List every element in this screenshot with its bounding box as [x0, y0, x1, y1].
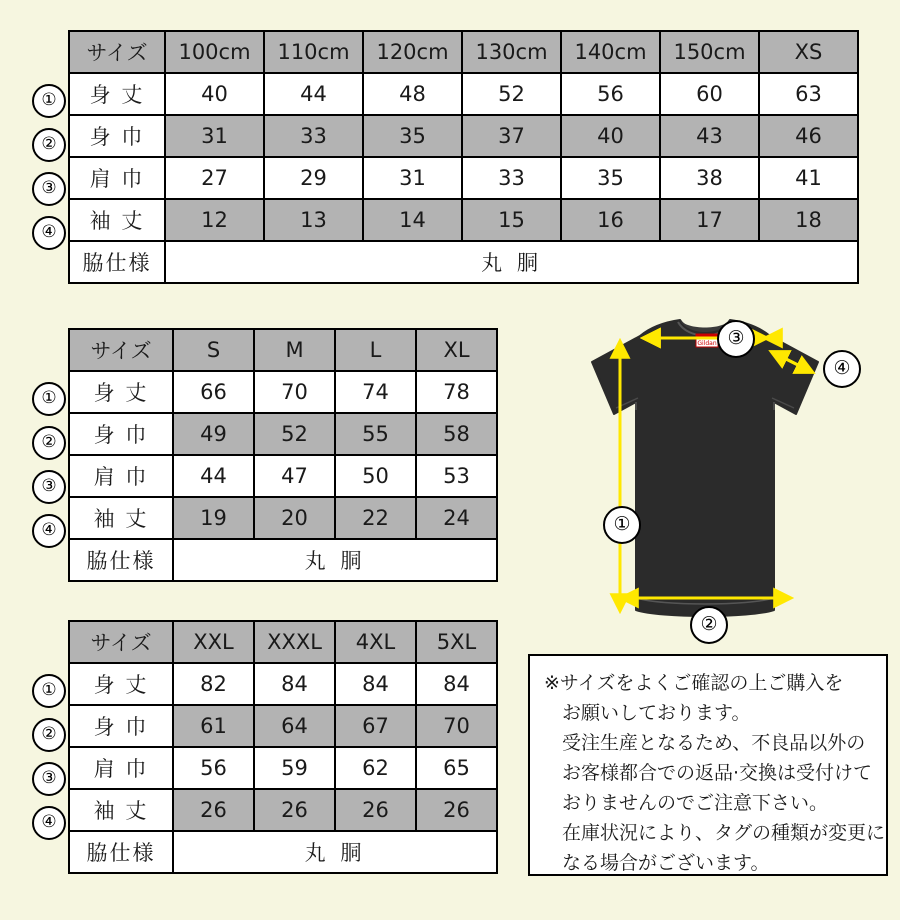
cell: 31 — [165, 115, 264, 157]
cell: 56 — [561, 73, 660, 115]
table-row — [69, 73, 858, 115]
footer-label: 脇仕様 — [69, 539, 173, 581]
cell: 84 — [416, 663, 497, 705]
cell: 31 — [363, 157, 462, 199]
row-marker-1: ① — [32, 674, 66, 708]
row-label: 袖 丈 — [69, 199, 165, 241]
cell: 37 — [462, 115, 561, 157]
cell: 84 — [335, 663, 416, 705]
table-row — [69, 789, 497, 831]
row-label: 身 丈 — [69, 663, 173, 705]
cell: 18 — [759, 199, 858, 241]
diagram-marker-body-length: ① — [603, 506, 641, 544]
header-col-6: XS — [759, 31, 858, 73]
cell: 78 — [416, 371, 497, 413]
cell: 26 — [173, 789, 254, 831]
header-col-3: 5XL — [416, 621, 497, 663]
cell: 58 — [416, 413, 497, 455]
cell: 55 — [335, 413, 416, 455]
header-col-3: XL — [416, 329, 497, 371]
table-row — [69, 199, 858, 241]
cell: 74 — [335, 371, 416, 413]
cell: 47 — [254, 455, 335, 497]
size-table-adult — [68, 328, 498, 582]
row-label: 身 巾 — [69, 115, 165, 157]
cell: 46 — [759, 115, 858, 157]
row-label: 肩 巾 — [69, 747, 173, 789]
table-row — [69, 705, 497, 747]
cell: 35 — [363, 115, 462, 157]
table-header-row — [69, 329, 497, 371]
cell: 40 — [165, 73, 264, 115]
cell: 49 — [173, 413, 254, 455]
row-label: 袖 丈 — [69, 497, 173, 539]
header-col-1: 110cm — [264, 31, 363, 73]
cell: 66 — [173, 371, 254, 413]
table1-marker-column — [28, 30, 72, 330]
cell: 16 — [561, 199, 660, 241]
row-marker-1: ① — [32, 84, 66, 118]
cell: 70 — [416, 705, 497, 747]
cell: 44 — [173, 455, 254, 497]
footer-value: 丸 胴 — [165, 241, 858, 283]
cell: 70 — [254, 371, 335, 413]
header-col-5: 150cm — [660, 31, 759, 73]
row-marker-3: ③ — [32, 470, 66, 504]
svg-text:Gildan: Gildan — [697, 340, 717, 347]
table3-marker-column — [28, 620, 72, 920]
size-table-kids — [68, 30, 859, 284]
note-line-5: おりませんのでご注意下さい。 — [562, 792, 829, 814]
header-col-3: 130cm — [462, 31, 561, 73]
table-footer-row — [69, 241, 858, 283]
diagram-marker-sleeve-length: ④ — [823, 350, 861, 388]
cell: 63 — [759, 73, 858, 115]
diagram-marker-body-width: ② — [690, 606, 728, 644]
footer-value: 丸 胴 — [173, 539, 497, 581]
cell: 19 — [173, 497, 254, 539]
row-label: 身 巾 — [69, 705, 173, 747]
header-col-0: XXL — [173, 621, 254, 663]
note-line-3: 受注生産となるため、不良品以外の — [562, 732, 866, 754]
cell: 14 — [363, 199, 462, 241]
cell: 67 — [335, 705, 416, 747]
cell: 13 — [264, 199, 363, 241]
cell: 53 — [416, 455, 497, 497]
purchase-note-box — [528, 654, 888, 876]
row-marker-2: ② — [32, 128, 66, 162]
note-line-4: お客様都合での返品·交換は受付けて — [562, 762, 873, 784]
cell: 22 — [335, 497, 416, 539]
note-line-2: お願いしております。 — [562, 702, 751, 724]
note-line-6: 在庫状況により、タグの種類が変更に — [562, 822, 886, 844]
cell: 26 — [335, 789, 416, 831]
cell: 43 — [660, 115, 759, 157]
cell: 60 — [660, 73, 759, 115]
footer-label: 脇仕様 — [69, 831, 173, 873]
table-row — [69, 497, 497, 539]
note-line-1: ※サイズをよくご確認の上ご購入を — [544, 672, 844, 694]
table-footer-row — [69, 831, 497, 873]
note-line-7: なる場合がございます。 — [562, 852, 770, 874]
cell: 35 — [561, 157, 660, 199]
cell: 27 — [165, 157, 264, 199]
cell: 33 — [462, 157, 561, 199]
cell: 61 — [173, 705, 254, 747]
row-marker-4: ④ — [32, 216, 66, 250]
row-label: 身 丈 — [69, 73, 165, 115]
header-col-4: 140cm — [561, 31, 660, 73]
row-label: 肩 巾 — [69, 455, 173, 497]
cell: 64 — [254, 705, 335, 747]
cell: 33 — [264, 115, 363, 157]
brand-tag-icon — [696, 334, 718, 347]
cell: 50 — [335, 455, 416, 497]
footer-label: 脇仕様 — [69, 241, 165, 283]
header-col-1: XXXL — [254, 621, 335, 663]
cell: 26 — [254, 789, 335, 831]
table-row — [69, 413, 497, 455]
cell: 52 — [254, 413, 335, 455]
footer-value: 丸 胴 — [173, 831, 497, 873]
cell: 84 — [254, 663, 335, 705]
row-marker-1: ① — [32, 382, 66, 416]
row-label: 身 丈 — [69, 371, 173, 413]
header-size-label: サイズ — [69, 31, 165, 73]
row-marker-4: ④ — [32, 514, 66, 548]
cell: 26 — [416, 789, 497, 831]
row-marker-4: ④ — [32, 806, 66, 840]
row-label: 肩 巾 — [69, 157, 165, 199]
table-row — [69, 157, 858, 199]
cell: 56 — [173, 747, 254, 789]
table-row — [69, 371, 497, 413]
header-col-0: S — [173, 329, 254, 371]
cell: 12 — [165, 199, 264, 241]
cell: 29 — [264, 157, 363, 199]
table-row — [69, 663, 497, 705]
row-label: 身 巾 — [69, 413, 173, 455]
row-marker-3: ③ — [32, 762, 66, 796]
cell: 44 — [264, 73, 363, 115]
row-marker-2: ② — [32, 426, 66, 460]
row-marker-2: ② — [32, 718, 66, 752]
size-table-big — [68, 620, 498, 874]
cell: 52 — [462, 73, 561, 115]
row-label: 袖 丈 — [69, 789, 173, 831]
diagram-marker-shoulder-width: ③ — [717, 320, 755, 358]
cell: 65 — [416, 747, 497, 789]
cell: 82 — [173, 663, 254, 705]
table-row — [69, 455, 497, 497]
header-col-2: L — [335, 329, 416, 371]
tshirt-diagram — [520, 310, 890, 650]
header-col-1: M — [254, 329, 335, 371]
table-footer-row — [69, 539, 497, 581]
cell: 40 — [561, 115, 660, 157]
header-col-2: 4XL — [335, 621, 416, 663]
table-row — [69, 115, 858, 157]
cell: 24 — [416, 497, 497, 539]
cell: 59 — [254, 747, 335, 789]
shirt-shape — [592, 320, 818, 616]
cell: 15 — [462, 199, 561, 241]
table-row — [69, 747, 497, 789]
cell: 62 — [335, 747, 416, 789]
row-marker-3: ③ — [32, 172, 66, 206]
cell: 41 — [759, 157, 858, 199]
cell: 17 — [660, 199, 759, 241]
header-size-label: サイズ — [69, 329, 173, 371]
table-header-row — [69, 31, 858, 73]
cell: 20 — [254, 497, 335, 539]
table-header-row — [69, 621, 497, 663]
header-col-0: 100cm — [165, 31, 264, 73]
cell: 38 — [660, 157, 759, 199]
header-size-label: サイズ — [69, 621, 173, 663]
header-col-2: 120cm — [363, 31, 462, 73]
cell: 48 — [363, 73, 462, 115]
table2-marker-column — [28, 328, 72, 628]
